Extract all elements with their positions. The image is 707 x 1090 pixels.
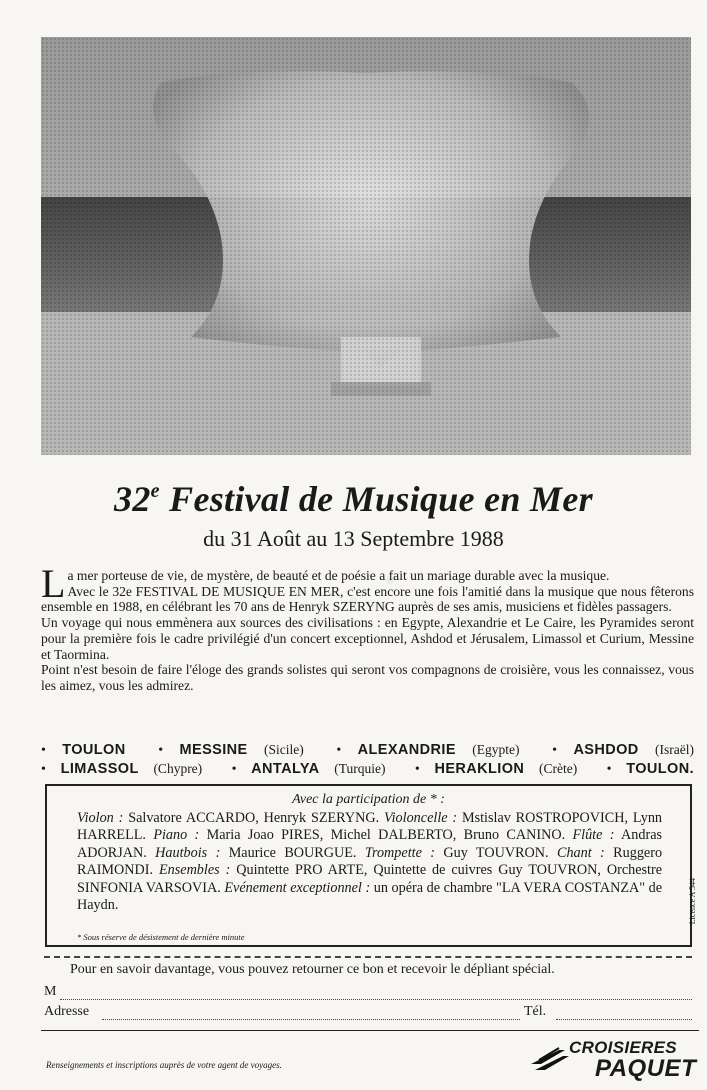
phone-field[interactable] [556, 1018, 692, 1020]
ports-line-2: • LIMASSOL (Chypre) • ANTALYA (Turquie) • HERAKLION (Crète) • TOULON. [41, 761, 695, 777]
artists-list: Violon : Salvatore ACCARDO, Henryk SZERYNG. Violoncelle : Mstislav ROSTROPOVICH, Lynn HARRELL. Piano : Maria Joao PIRES, Michel DALBERTO, Bruno CANINO. Flûte : Andras ADORJAN. Hautbois : Maurice BOURGUE. Trompette : Guy TOUVRON. Chant : Ruggero RAIMONDI. Ensembles : Quintette PRO ARTE, Quintette de cuivres Guy TOUVRON, Orchestre SINFONIA VARSOVIA. Evénement exceptionnel : un opéra de chambre "LA VERA COSTANZA" de Haydn. [77, 810, 663, 914]
port-city: HERAKLION [434, 761, 525, 777]
brand-line-1: CROISIERES [569, 1038, 677, 1057]
coupon-instructions: Pour en savoir davantage, vous pouvez retourner ce bon et recevoir le dépliant spécial. [70, 962, 555, 977]
address-field[interactable] [102, 1018, 520, 1020]
licence-number: Licence A 544 [688, 878, 697, 925]
port-city: TOULON [62, 742, 126, 758]
dropcap: L [41, 561, 66, 606]
brand-line-2: PAQUET [595, 1055, 697, 1082]
address-label: Adresse [44, 1004, 90, 1019]
paquet-logo-icon [529, 1044, 569, 1074]
coupon-cut-line [44, 956, 692, 958]
participation-box [45, 784, 697, 947]
footer-note: Renseignements et inscriptions auprès de votre agent de voyages. [46, 1060, 282, 1070]
intro-paragraph: Avec le 32e FESTIVAL DE MUSIQUE EN MER, c'est encore une fois l'amitié dans la musique que nous fêterons ensemble en 1988, en célébrant les 70 ans de Henryk SZERYNG auprès de ses amis, musiciens et fidèles passagers. [41, 583, 694, 615]
brand-logo [529, 1038, 697, 1082]
port-city: ASHDOD [573, 742, 639, 758]
name-label: M [44, 984, 57, 999]
intro-paragraph: Un voyage qui nous emmènera aux sources des civilisations : en Egypte, Alexandrie et Le Caire, les Pyramides seront pour la première fois le cadre privilégié d'un concert exceptionnel, Ashdod et Jérusalem, Limassol et Curium, Messine et Taormina. [41, 615, 694, 662]
intro-text [41, 561, 694, 694]
port-region: (Turquie) [334, 761, 386, 776]
footnote: * Sous réserve de désistement de dernière minute [77, 932, 245, 942]
divider [41, 1030, 699, 1031]
festival-dates: du 31 Août au 13 Septembre 1988 [203, 526, 504, 551]
participation-heading: Avec la participation de * : [292, 792, 445, 807]
cello-sea-photo [41, 37, 691, 455]
port-region: (Chypre) [153, 761, 203, 776]
intro-paragraph: a mer porteuse de vie, de mystère, de beauté et de poésie a fait un mariage durable avec la musique. [67, 568, 610, 583]
port-region: (Egypte) [472, 742, 520, 757]
port-city: TOULON. [626, 761, 695, 777]
page-title: 32e Festival de Musique en Mer [114, 479, 593, 519]
port-region: (Crète) [538, 761, 578, 776]
port-region: (Sicile) [263, 742, 304, 757]
intro-paragraph: Point n'est besoin de faire l'éloge des grands solistes qui seront vos compagnons de croisière, vous les connaissez, vous les aimez, vous les admirez. [41, 662, 694, 693]
port-city: ALEXANDRIE [357, 742, 456, 758]
port-city: ANTALYA [251, 761, 320, 777]
port-city: MESSINE [179, 742, 248, 758]
phone-label: Tél. [524, 1004, 547, 1019]
port-region: (Israël) [655, 742, 695, 757]
port-city: LIMASSOL [60, 761, 139, 777]
cover-photo [41, 37, 691, 455]
ports-line-1: • TOULON • MESSINE (Sicile) • ALEXANDRIE (Egypte) • ASHDOD (Israël) [41, 742, 695, 758]
name-field[interactable] [60, 998, 692, 1000]
ports-itinerary [41, 741, 694, 779]
